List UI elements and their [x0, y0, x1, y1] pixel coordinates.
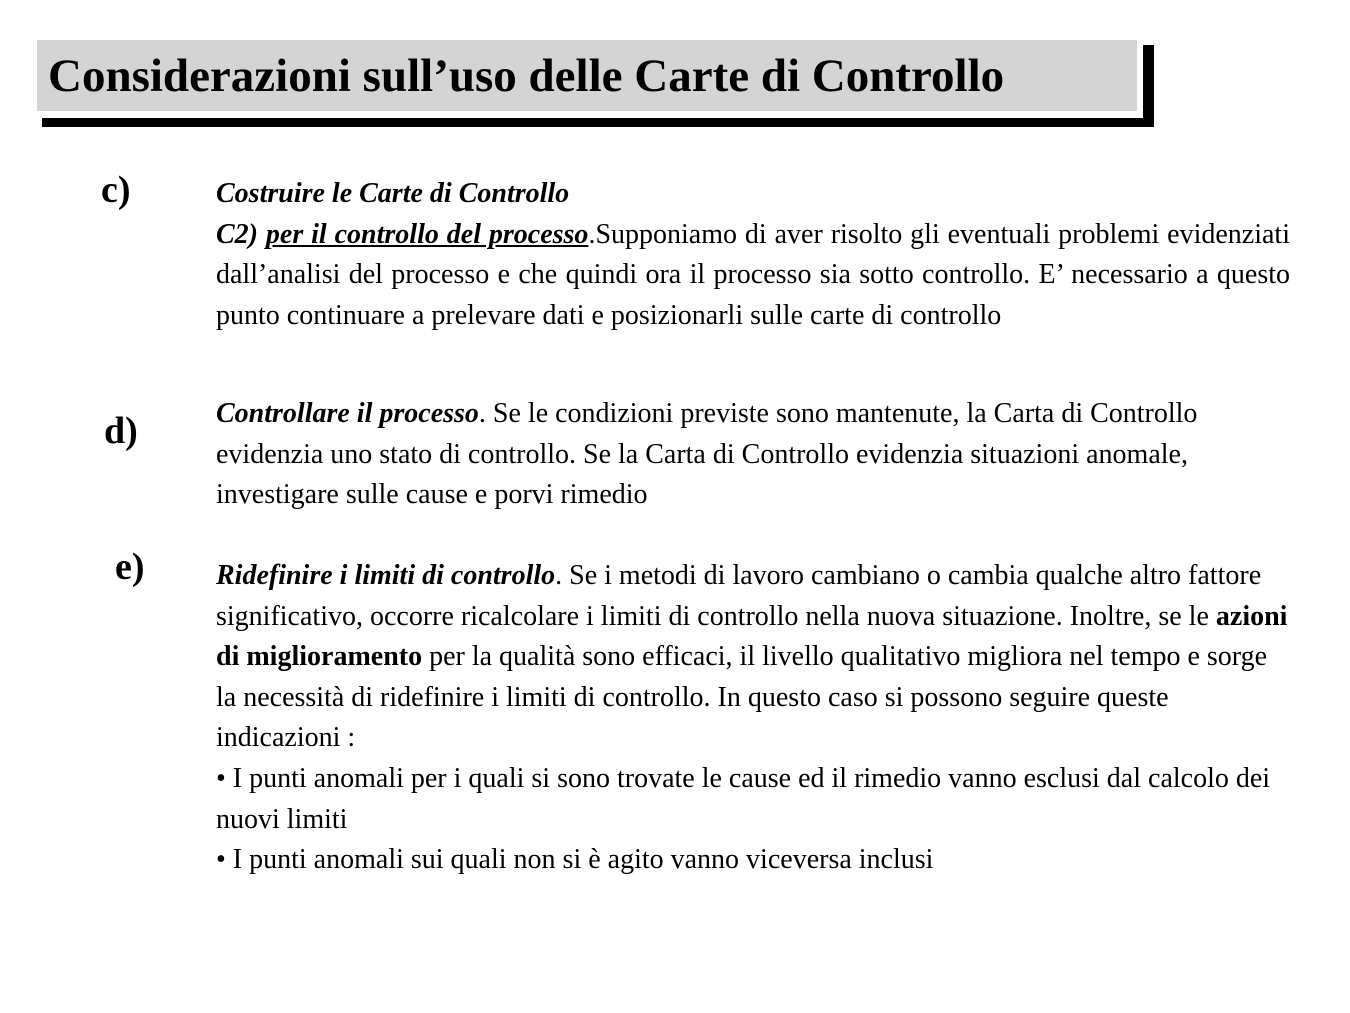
- section-c-body: .Supponiamo di aver risolto gli eventuali problemi evidenziati dall’analisi del processo e che quindi ora il processo sia sotto controllo. E’ necessario a questo punto continuare a prelevare dati e posizionarli sulle carte di controllo: [216, 218, 1290, 331]
- section-c-text: [216, 174, 1290, 336]
- section-e-body-1: . Se i metodi di lavoro cambiano o cambia qualche altro fattore significativo, occorre ricalcolare i limiti di controllo nella nuova situazione. Inoltre, se le: [216, 560, 1262, 632]
- section-e-bullet-2: • I punti anomali sui quali non si è agito vanno viceversa inclusi: [216, 844, 934, 876]
- section-d-text: [216, 394, 1290, 516]
- section-e-bold-phrase: azioni di miglioramento: [216, 600, 1288, 673]
- title-shadow-bottom: [42, 118, 1154, 127]
- section-d-heading: Controllare il processo: [216, 398, 479, 429]
- section-c-sub-prefix: C2): [216, 218, 266, 250]
- section-e-heading: Ridefinire i limiti di controllo: [216, 560, 556, 591]
- section-c-sub-underlined: per il controllo del processo: [265, 218, 589, 250]
- section-c-heading: Costruire le Carte di Controllo: [216, 178, 570, 209]
- section-e-text: [216, 556, 1290, 881]
- section-c-marker: c): [101, 169, 131, 211]
- page-title: Considerazioni sull’uso delle Carte di Controllo: [48, 50, 1005, 102]
- title-shadow-right: [1143, 45, 1154, 127]
- section-e-marker: e): [115, 546, 145, 588]
- section-e-bullet-1: • I punti anomali per i quali si sono trovate le cause ed il rimedio vanno esclusi dal calcolo dei nuovi limiti: [216, 762, 1271, 835]
- section-d-body: . Se le condizioni previste sono mantenute, la Carta di Controllo evidenzia uno stato di controllo. Se la Carta di Controllo evidenzia situazioni anomale, investigare sulle cause e porvi rimedio: [216, 398, 1198, 511]
- section-d-marker: d): [104, 410, 138, 452]
- section-e-body-2: per la qualità sono efficaci, il livello qualitativo migliora nel tempo e sorge la necessità di ridefinire i limiti di controllo. In questo caso si possono seguire queste indicazioni :: [216, 641, 1268, 754]
